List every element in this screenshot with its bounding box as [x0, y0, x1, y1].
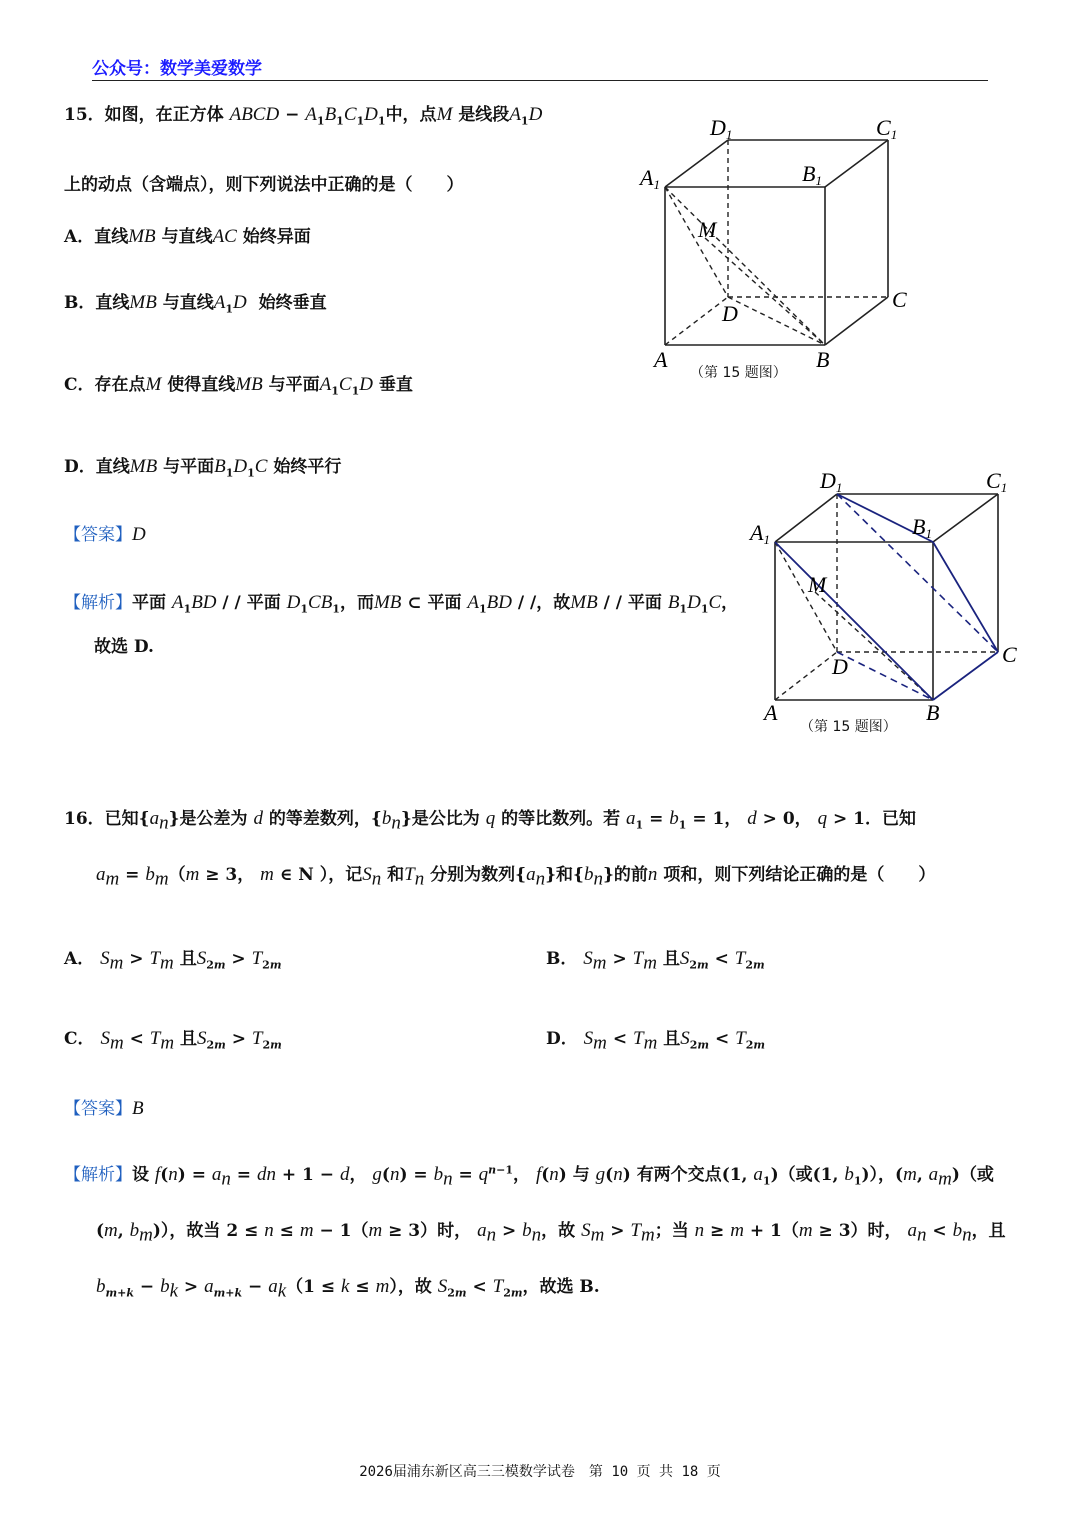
- q16-stem-text: 是公差为: [179, 809, 248, 829]
- q16-analysis-line2: (m, $b_m$)），故当 2 ≤ n ≤ m − 1（m ≥ 3）时， $a_n > b_n$，故 $S_m > T_m$；当 n ≥ m + 1（m ≥ 3）时， $a_n < b_n$，且: [96, 1220, 1006, 1246]
- svg-text:B: B: [816, 347, 830, 372]
- option-text: 且: [662, 949, 680, 969]
- q16-stem-text: 项和，则下列结论正确的是（ ）: [663, 865, 936, 885]
- analysis-text: 与: [572, 1165, 590, 1185]
- q15-option-c: C．存在点M 使得直线MB 与平面$A_1C_1D$ 垂直: [64, 374, 413, 398]
- svg-text:D1: D1: [820, 468, 843, 495]
- analysis-text: ；当: [654, 1221, 689, 1241]
- q16-option-b: B． $S_m > T_m$ 且$S_{2m} < T_{2m}$: [546, 948, 765, 974]
- q15-stem-text: 如图，在正方体: [104, 105, 224, 125]
- svg-text:D: D: [832, 654, 848, 679]
- svg-text:M: M: [808, 572, 827, 597]
- option-label: A．直线: [64, 227, 129, 247]
- q15-solution-figure-caption: （第 15 题图）: [800, 719, 897, 735]
- option-text: 始终平行: [273, 457, 342, 477]
- analysis-text: 平面: [627, 593, 662, 613]
- q16-stem-line1: 16．已知$\{a_n\}$是公差为 d 的等差数列，$\{b_n\}$是公比为 q 的等比数列。若 $a_1 = b_1 = 1$， d > 0， q > 1．已知: [64, 808, 917, 834]
- q16-stem-text: 的等比数列。若: [501, 809, 621, 829]
- answer-tag: 【答案】: [64, 1099, 132, 1119]
- option-text: 与平面: [163, 457, 215, 477]
- q15-stem-text: 是线段: [458, 105, 510, 125]
- analysis-text: ，且: [971, 1221, 1006, 1241]
- option-text: 与直线: [162, 293, 214, 313]
- analysis-text: ，而: [339, 593, 374, 613]
- q16-analysis-line1: 【解析】设 $f(n) = a_n$ = dn + 1 − d， $g(n) = b_n = q^{n-1}$， f(n) 与 g(n) 有两个交点(1, $a_1$)（或(1, $b_1$)），(m, $a_m$)（或: [64, 1163, 994, 1190]
- q16-stem-text: 分别为数列: [430, 865, 516, 885]
- q15-number: 15．: [64, 105, 105, 125]
- q15-conclusion: 故选 D.: [94, 637, 154, 657]
- q16-stem-text: ），记: [319, 865, 363, 885]
- svg-text:A1: A1: [750, 520, 770, 547]
- q15-stem-text: 中，点: [385, 105, 437, 125]
- q16-option-c: C． $S_m < T_m$ 且$S_{2m} > T_{2m}$: [64, 1028, 282, 1054]
- svg-text:M: M: [698, 217, 717, 242]
- svg-text:A1: A1: [640, 165, 660, 192]
- q16-stem-text: 和: [387, 865, 405, 885]
- q15-analysis: 【解析】平面 $A_1BD$ / / 平面 $D_1CB_1$，而MB ⊂ 平面 $A_1BD$ / /，故MB / / 平面 $B_1D_1C$，: [64, 592, 739, 616]
- option-label: B．直线: [64, 293, 130, 313]
- analysis-tag: 【解析】: [64, 1165, 132, 1185]
- q15-cube-figure: [630, 105, 920, 395]
- q16-stem-text: 已知: [104, 809, 139, 829]
- option-label: C．存在点: [64, 375, 146, 395]
- svg-text:D1: D1: [710, 115, 733, 142]
- option-text: 且: [663, 1029, 681, 1049]
- option-label: A．: [64, 949, 95, 969]
- q16-stem-text: 的等差数列，: [268, 809, 371, 829]
- q15-solution-figure: [740, 462, 1040, 752]
- option-text: 始终异面: [242, 227, 311, 247]
- analysis-text: ），: [869, 1165, 896, 1185]
- q16-stem-text: 的前: [613, 865, 648, 885]
- q15-answer: [64, 520, 146, 546]
- analysis-text: ，故选 B.: [522, 1277, 600, 1297]
- q16-stem-line2: $a_m = b_m(m \ge 3$， m ∈ N ），记$S_n$ 和$T_n$ 分别为数列$\{a_n\}$和$\{b_n\}$的前n 项和，则下列结论正确的是（ ）: [96, 864, 936, 890]
- page-footer: 2026届浦东新区高三三模数学试卷 第 10 页 共 18 页: [359, 1464, 721, 1480]
- svg-text:D: D: [722, 301, 738, 326]
- q15-figure-caption: （第 15 题图）: [690, 365, 787, 381]
- option-text: 垂直: [378, 375, 413, 395]
- analysis-text: 平面: [246, 593, 281, 613]
- option-text: 始终垂直: [258, 293, 327, 313]
- analysis-text: ），故当: [160, 1221, 221, 1241]
- header-account-name: 公众号：数学美爱数学: [92, 59, 262, 79]
- option-label: C．: [64, 1029, 95, 1049]
- analysis-text: 平面: [427, 593, 462, 613]
- q16-stem-text: 和: [556, 865, 574, 885]
- q15-stem-line1: 15．如图，在正方体 ABCD − $A_1B_1C_1D_1$中，点M 是线段$A_1D$: [64, 104, 543, 128]
- q16-stem-text: ．已知: [865, 809, 917, 829]
- option-text: 与平面: [268, 375, 320, 395]
- q16-option-d: D． $S_m < T_m$ 且$S_{2m} < T_{2m}$: [546, 1028, 765, 1054]
- analysis-text: 平面: [132, 593, 166, 613]
- q16-stem-text: 是公比为: [411, 809, 480, 829]
- header-divider: [92, 80, 988, 81]
- option-label: B．: [546, 949, 578, 969]
- svg-text:C: C: [1002, 642, 1017, 667]
- analysis-text: 设: [132, 1165, 149, 1185]
- analysis-text: （或: [778, 1165, 813, 1185]
- option-text: 与直线: [161, 227, 213, 247]
- analysis-text: ，故: [536, 593, 571, 613]
- svg-text:C: C: [892, 287, 907, 312]
- q15-option-a: A．直线MB 与直线AC 始终异面: [64, 226, 311, 247]
- option-text: 使得直线: [167, 375, 236, 395]
- svg-text:A: A: [654, 347, 668, 372]
- svg-text:A: A: [764, 700, 778, 725]
- q16-answer: [64, 1094, 144, 1120]
- answer-value: B: [132, 1098, 144, 1119]
- analysis-text: 有两个交点: [636, 1165, 722, 1185]
- analysis-text: ，故: [541, 1221, 576, 1241]
- analysis-text: 时，: [437, 1221, 472, 1241]
- analysis-text: （或: [959, 1165, 994, 1185]
- svg-text:B1: B1: [912, 514, 932, 541]
- svg-text:C1: C1: [876, 115, 898, 142]
- analysis-text: 时，: [867, 1221, 902, 1241]
- analysis-text: ，故: [397, 1277, 432, 1297]
- svg-text:B1: B1: [802, 161, 822, 188]
- q15-stem-line2: 上的动点（含端点），则下列说法中正确的是（ ）: [64, 175, 464, 195]
- option-text: 且: [180, 1029, 198, 1049]
- answer-tag: 【答案】: [64, 525, 132, 545]
- answer-value: D: [132, 524, 146, 545]
- q15-option-d: D．直线MB 与平面$B_1D_1C$ 始终平行: [64, 456, 342, 480]
- q16-number: 16．: [64, 809, 105, 829]
- q16-option-a: A． $S_m > T_m$ 且$S_{2m} > T_{2m}$: [64, 948, 282, 974]
- q15-option-b: B．直线MB 与直线$A_1D$ 始终垂直: [64, 292, 327, 316]
- svg-text:B: B: [926, 700, 940, 725]
- option-text: 且: [179, 949, 197, 969]
- option-label: D．直线: [64, 457, 130, 477]
- svg-text:C1: C1: [986, 468, 1008, 495]
- q16-analysis-line3: $b_{m+k} - b_k > a_{m+k} - a_k(1 \le k \le m)$，故 $S_{2m} < T_{2m}$，故选 B.: [96, 1276, 600, 1302]
- analysis-tag: 【解析】: [64, 593, 132, 613]
- option-label: D．: [546, 1029, 578, 1049]
